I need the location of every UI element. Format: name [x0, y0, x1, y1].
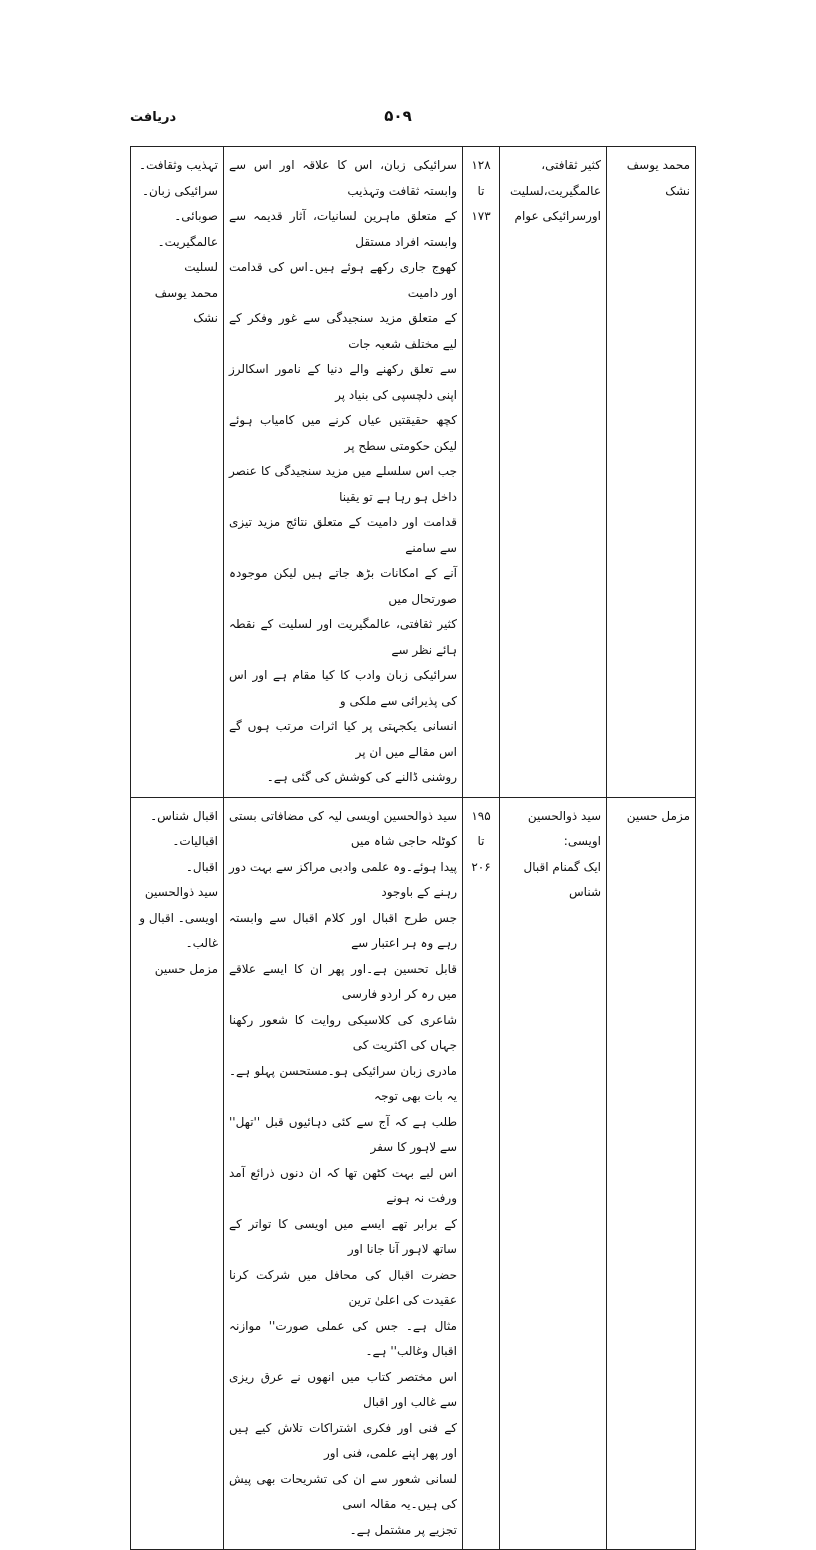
- summary-line: سرائیکی زبان، اس کا علاقہ اور اس سے وابستہ ثقافت وتہذیب: [229, 158, 457, 198]
- summary-line: انسانی یکجہتی پر کیا اثرات مرتب ہوں گے اس مقالے میں ان پر: [229, 719, 457, 759]
- summary-line: لسانی شعور سے ان کی تشریحات بھی پیش کی ہیں۔یہ مقالہ اسی: [229, 1471, 457, 1511]
- summary-line: روشنی ڈالنے کی کوشش کی گئی ہے۔: [266, 770, 457, 784]
- keyword: محمد یوسف نشک: [154, 285, 218, 325]
- page-to: ۱۷۳: [471, 209, 491, 223]
- keyword: سرائیکی زبان۔: [141, 183, 218, 198]
- keywords-cell: [131, 797, 224, 1550]
- summary-line: قدامت اور دامیت کے متعلق نتائج مزید تیزی سے سامنے: [229, 515, 457, 555]
- keyword: مزمل حسین: [154, 961, 218, 976]
- keyword: اقبالیات۔: [172, 834, 218, 848]
- title-line: سید ذوالحسین اویسی:: [527, 808, 601, 848]
- keyword: اقبال۔: [185, 859, 218, 874]
- keyword: تہذیب وثقافت۔: [138, 158, 218, 172]
- journal-title: دریافت: [130, 110, 177, 125]
- author-cell: [607, 797, 696, 1550]
- page-number: ۵۰۹: [384, 107, 412, 125]
- author-name: محمد یوسف نشک: [626, 158, 690, 198]
- summary-line: سرائیکی زبان وادب کا کیا مقام ہے اور اس کی پذیرائی سے ملکی و: [229, 668, 457, 708]
- summary-line: جس طرح اقبال اور کلام اقبال سے وابستہ رہے وہ ہر اعتبار سے: [229, 910, 457, 950]
- summary-line: پیدا ہوئے۔وہ علمی وادبی مراکز سے بہت دور رہنے کے باوجود: [229, 859, 457, 899]
- summary-line: مادری زبان سرائیکی ہو۔مستحسن پہلو ہے۔ یہ بات بھی توجہ: [229, 1063, 457, 1103]
- summary-line: کے متعلق مزید سنجیدگی سے غور وفکر کے لیے مختلف شعبہ جات: [229, 311, 457, 351]
- summary-line: آنے کے امکانات بڑھ جاتے ہیں لیکن موجودہ صورتحال میں: [229, 566, 457, 606]
- summary-line: سے تعلق رکھنے والے دنیا کے نامور اسکالرز اپنی دلچسپی کی بنیاد پر: [229, 362, 457, 402]
- keyword: سید ذوالحسین: [144, 885, 218, 899]
- keyword: غالب۔: [185, 936, 218, 950]
- title-cell: [500, 147, 607, 798]
- author-cell: [607, 147, 696, 798]
- title-line: اورسرائیکی عوام: [514, 209, 601, 223]
- pages-cell: [463, 147, 500, 798]
- title-line: ایک گمنام اقبال: [523, 859, 601, 874]
- author-name: مزمل حسین: [626, 808, 690, 823]
- table-row: [131, 147, 696, 798]
- page-to-label: تا: [477, 834, 485, 848]
- summary-line: کھوج جاری رکھے ہوئے ہیں۔اس کی قدامت اور دامیت: [229, 260, 457, 300]
- summary-line: کے فنی اور فکری اشتراکات تلاش کیے ہیں اور پھر اپنے علمی، فنی اور: [229, 1420, 457, 1460]
- title-line: عالمگیریت،لسلیت: [509, 183, 601, 198]
- summary-line: قابل تحسین ہے۔اور پھر ان کا ایسے علاقے میں رہ کر اردو فارسی: [229, 961, 457, 1001]
- keyword: اقبال شناس۔: [150, 808, 218, 823]
- summary-line: شاعری کی کلاسیکی روایت کا شعور رکھنا جہاں کی اکثریت کی: [229, 1012, 457, 1052]
- summary-line: مثال ہے۔ جس کی عملی صورت'' موازنہ اقبال وغالب'' ہے۔: [229, 1318, 457, 1358]
- table-row: [131, 797, 696, 1550]
- title-line: شناس: [569, 885, 601, 899]
- summary-line: کچھ حقیقتیں عیاں کرنے میں کامیاب ہوئے لیکن حکومتی سطح پر: [229, 413, 457, 453]
- page-to-label: تا: [477, 183, 485, 198]
- summary-line: حضرت اقبال کی محافل میں شرکت کرنا عقیدت کی اعلیٰ ترین: [229, 1267, 457, 1307]
- summary-line: طلب ہے کہ آج سے کئی دہائیوں قبل ''تھل'' سے لاہور کا سفر: [229, 1114, 457, 1154]
- title-cell: [500, 797, 607, 1550]
- page-from: ۱۲۸: [471, 158, 491, 172]
- keyword: لسلیت: [184, 260, 218, 274]
- pages-cell: [463, 797, 500, 1550]
- title-line: کثیر ثقافتی،: [541, 158, 601, 172]
- records-table: [130, 146, 696, 1550]
- summary-line: اس لیے بہت کٹھن تھا کہ ان دنوں ذرائع آمد ورفت نہ ہونے: [229, 1165, 457, 1205]
- summary-line: سید ذوالحسین اویسی لیہ کی مضافاتی بستی کوٹلہ حاجی شاہ میں: [229, 808, 457, 848]
- summary-line: تجزیے پر مشتمل ہے۔: [349, 1522, 457, 1537]
- keyword: صوبائی۔: [174, 209, 218, 223]
- summary-line: اس مختصر کتاب میں انھوں نے عرق ریزی سے غالب اور اقبال: [229, 1369, 457, 1409]
- summary-line: کثیر ثقافتی، عالمگیریت اور لسلیت کے نقطہ ہائے نظر سے: [229, 617, 457, 657]
- keyword: اویسی۔ اقبال و: [139, 910, 218, 925]
- keyword: عالمگیریت۔: [157, 234, 218, 249]
- summary-line: کے برابر تھے ایسے میں اویسی کا تواتر کے ساتھ لاہور آنا جانا اور: [229, 1216, 457, 1256]
- summary-line: جب اس سلسلے میں مزید سنجیدگی کا عنصر داخل ہو رہا ہے تو یقینا: [229, 464, 457, 504]
- summary-line: کے متعلق ماہرین لسانیات، آثار قدیمہ سے وابستہ افراد مستقل: [229, 209, 457, 249]
- page-to: ۲۰۶: [471, 859, 491, 874]
- summary-cell: [224, 147, 463, 798]
- keywords-cell: [131, 147, 224, 798]
- summary-cell: [224, 797, 463, 1550]
- page-from: ۱۹۵: [471, 808, 491, 823]
